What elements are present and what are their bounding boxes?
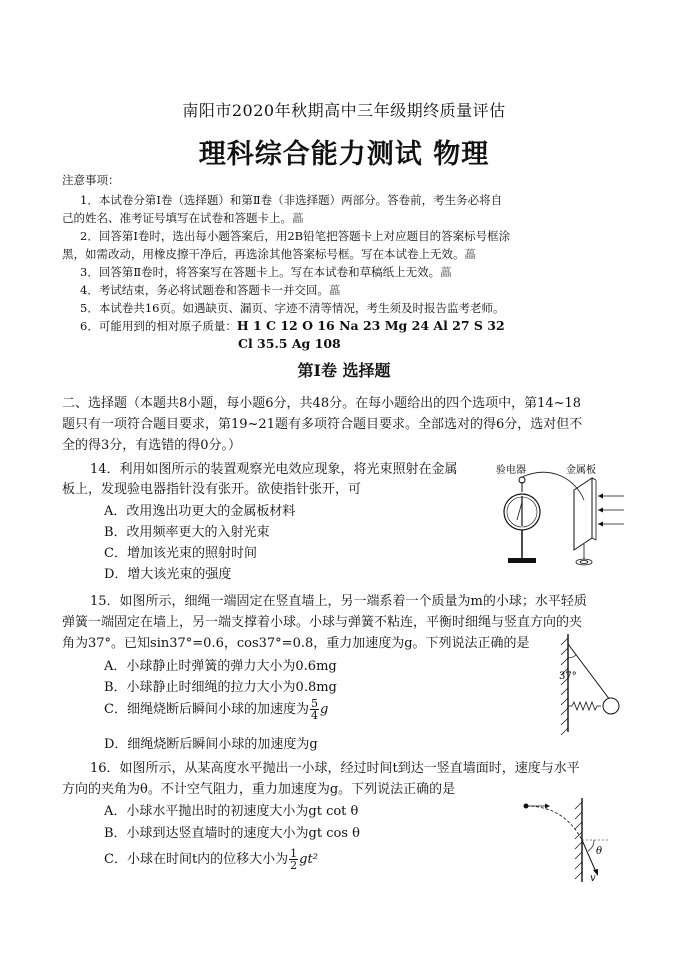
fraction-5-4: $\frac{5}{4}$	[310, 697, 318, 722]
notes-heading: 注意事项：	[62, 173, 120, 187]
q14-option-a: A．改用逸出功更大的金属板材料	[104, 504, 296, 519]
note-mark: 藟	[440, 265, 452, 279]
projectile-wall-figure	[512, 796, 622, 882]
q14-option-c: C．增加该光束的照射时间	[104, 546, 257, 561]
q15-option-b: B．小球静止时细绳的拉力大小为0.8mg	[104, 680, 337, 695]
q15-option-a: A．小球静止时弹簧的弹力大小为0.6mg	[104, 659, 337, 674]
angle-label: 37°	[559, 671, 577, 682]
q14-option-b: B．改用频率更大的入射光束	[104, 525, 270, 540]
q16-option-c: C．小球在时间t内的位移大小为 $\frac{1}{2}$ gt²	[104, 847, 318, 872]
q14-option-d: D．增大该光束的强度	[104, 567, 232, 582]
q15-option-c: C．细绳烧断后瞬间小球的加速度为 $\frac{5}{4}$ g	[104, 697, 329, 722]
electroscope-needle	[517, 502, 522, 520]
spring	[568, 702, 601, 710]
rope-spring-ball-figure	[550, 632, 640, 736]
q16-stem-line1: 16．如图所示，从某高度水平抛出一小球，经过时间t到达一竖直墙面时，速度与水平	[90, 761, 580, 776]
exam-title: 理科综合能力测试 物理	[198, 139, 490, 170]
instructions-line2: 题只有一项符合题目要求，第19~21题有多项符合题目要求。全部选对的得6分，选对但不	[62, 417, 583, 432]
note-mark: 藟	[328, 283, 341, 297]
velocity-label: v	[590, 873, 596, 882]
section-title: 第Ⅰ卷 选择题	[297, 361, 391, 380]
q14-stem-line1: 14．利用如图所示的装置观察光电效应现象，将光束照射在金属	[90, 462, 458, 477]
exam-subtitle: 南阳市2020年秋期高中三年级期终质量评估	[182, 101, 506, 120]
note-2-line1: 2．回答第Ⅰ卷时，选出每小题答案后，用2B铅笔把答题卡上对应题目的答案标号框涂	[80, 229, 511, 243]
trajectory	[526, 806, 582, 840]
note-6: 6．可能用到的相对原子质量：H 1 C 12 O 16 Na 23 Mg 24 Al 27 S 32	[80, 318, 505, 333]
metal-plate-label: 金属板	[566, 465, 596, 476]
atomic-masses-2: Cl 35.5 Ag 108	[238, 336, 341, 351]
velocity-vector	[582, 840, 596, 872]
q15-option-d: D．细绳烧断后瞬间小球的加速度为g	[104, 737, 318, 752]
q14-stem-line2: 板上，发现验电器指针没有张开。欲使指针张开，可	[62, 482, 362, 497]
note-mark: 藟	[292, 211, 304, 225]
note-1-line2: 己的姓名、准考证号填写在试卷和答题卡上。藟	[62, 211, 304, 225]
note-mark: 藟	[464, 247, 476, 261]
q16-option-a: A．小球水平抛出时的初速度大小为gt cot θ	[104, 804, 359, 819]
note-2-line2: 黑，如需改动，用橡皮擦干净后，再选涂其他答案标号框。写在本试卷上无效。藟	[62, 247, 476, 261]
fraction-1-2: $\frac{1}{2}$	[290, 847, 298, 872]
q16-stem-line2: 方向的夹角为θ。不计空气阻力，重力加速度为g。下列说法正确的是	[62, 782, 456, 797]
note-4: 4．考试结束，务必将试题卷和答题卡一并交回。藟	[80, 283, 341, 297]
q16-option-b: B．小球到达竖直墙时的速度大小为gt cos θ	[104, 826, 360, 841]
note-3: 3．回答第Ⅱ卷时，将答案写在答题卡上。写在本试卷和草稿纸上无效。藟	[80, 265, 452, 279]
theta-label: θ	[596, 846, 603, 857]
q15-stem-line1: 15．如图所示，细绳一端固定在竖直墙上，另一端系着一个质量为m的小球；水平轻质	[90, 594, 587, 609]
ball	[603, 698, 619, 714]
metal-plate	[574, 478, 592, 550]
atomic-masses-1: H 1 C 12 O 16 Na 23 Mg 24 Al 27 S 32	[236, 318, 505, 333]
note-5: 5．本试卷共16页。如遇缺页、漏页、字迹不清等情况，考生须及时报告监考老师。	[80, 301, 505, 315]
electroscope-label: 验电器	[496, 465, 526, 476]
note-1-line1: 1．本试卷分第Ⅰ卷（选择题）和第Ⅱ卷（非选择题）两部分。答卷前，考生务必将自	[80, 193, 503, 207]
instructions-line3: 全的得3分，有选错的得0分。）	[62, 438, 242, 453]
q15-stem-line2: 弹簧一端固定在墙上，另一端支撑着小球。小球与弹簧不粘连，平衡时细绳与竖直方向的夹	[62, 615, 583, 630]
q15-stem-line3: 角为37°。已知sin37°=0.6，cos37°=0.8，重力加速度为g。下列说法正确的是	[62, 636, 530, 651]
photoelectric-apparatus-figure	[492, 460, 632, 580]
instructions-line1: 二、选择题（本题共8小题，每小题6分，共48分。在每小题给出的四个选项中，第14~18	[62, 396, 582, 411]
